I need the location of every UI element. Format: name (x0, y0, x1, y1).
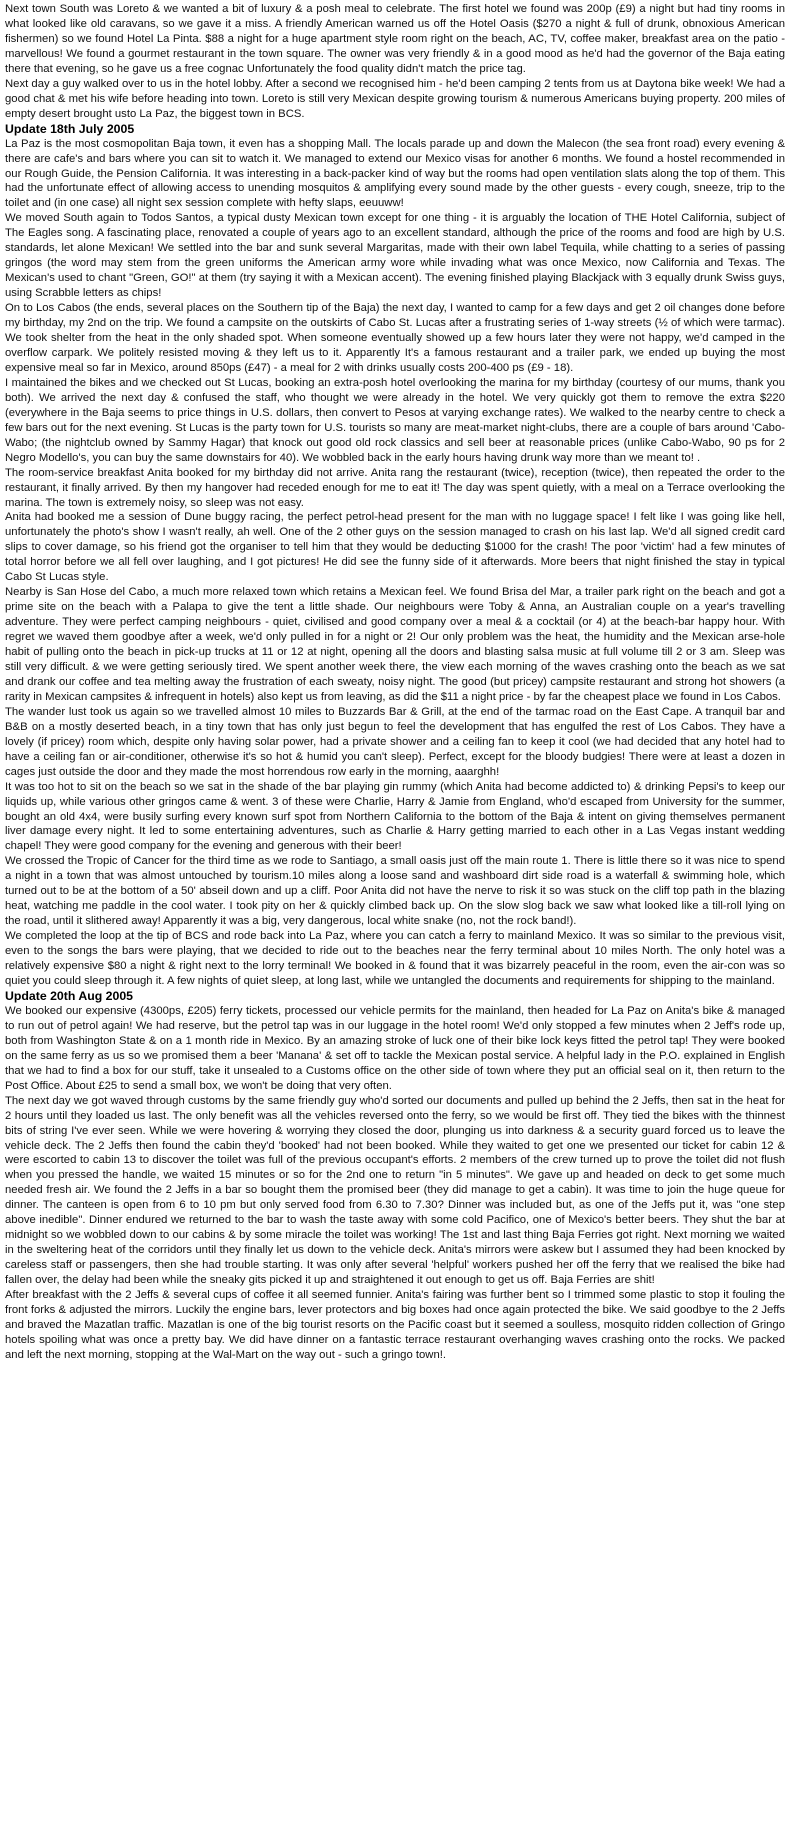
paragraph-san-hose: Nearby is San Hose del Cabo, a much more relaxed town which retains a Mexican feel. We found Brisa del Mar, a trailer park right on the beach and got a prime site on the beach with a Palapa to give the tent a little shade. Our neighbours were Toby & Anna, an Australian couple on a year's travelling adventure. They were perfect camping neighbours - quiet, civilised and good company over a meal & a cocktail (or 4) at the beach-bar happy hour. With regret we waved them goodbye after a week, we'd only pulled in for a night or 2! Our only problem was the heat, the humidity and the Mexican arse-hole habit of pulling onto the beach in pick-up trucks at 11 or 12 at night, opening all the doors and blasting salsa music at full volume till 2 or 3 am. Sleep was still very difficult. & we were getting seriously tired. We spent another week there, the view each morning of the waves crashing onto the beach as we sat and drank our coffee and tea melting away the frustration of each sweaty, noisy night. The good (but pricey) campsite restaurant and strong hot showers (a rarity in Mexican campsites & infrequent in hotels) also kept us from leaving, as did the $11 a night price - by far the cheapest place we found in Los Cabos. (5, 586, 785, 703)
paragraph-la-paz-return: We completed the loop at the tip of BCS and rode back into La Paz, where you can catch a ferry to mainland Mexico. It was so similar to the previous visit, even to the songs the bars were playing, that we decided to ride out to the beaches near the ferry terminal about 10 miles North. The only hotel was a relatively expensive $80 a night & right next to the lorry terminal! We booked in & found that it was bizarrely peaceful in the room, even the air-con was so quiet you could sleep through it. A few nights of quiet sleep, at long last, while we untangled the documents and requirements for shipping to the mainland. (5, 930, 785, 987)
paragraph-gin-rummy: It was too hot to sit on the beach so we sat in the shade of the bar playing gin rummy (which Anita had become addicted to) & drinking Pepsi's to keep our liquids up, while various other gringos came & went. 3 of these were Charlie, Harry & Jamie from England, who'd escaped from University for the summer, bought an old 4x4, were busily surfing every known surf spot from Northern California to the bottom of the Baja & intent on giving themselves permanent liver damage every night. It led to some entertaining adventures, such as Charlie & Harry getting married to each other in a Las Vegas instant wedding chapel! They were good company for the evening and generous with their beer! (5, 780, 785, 853)
paragraph-loreto-hotel: Next town South was Loreto & we wanted a bit of luxury & a posh meal to celebrate. The first hotel we found was 200p (£9) a night but had tiny rooms in what looked like old caravans, so we gave it a miss. A friendly American warned us off the Hotel Oasis ($270 a night & full of drunk, obnoxious American fishermen) so we found Hotel La Pinta. $88 a night for a huge apartment style room right on the beach, AC, TV, coffee maker, breakfast area on the patio - marvellous! We found a gourmet restaurant in the town square. The owner was very friendly & in a good mood as he'd had the governor of the Baja eating there that evening, so he gave us a free cognac Unfortunately the food quality didn't match the price tag. (5, 3, 785, 75)
paragraph-st-lucas: I maintained the bikes and we checked out St Lucas, booking an extra-posh hotel overlooking the marina for my birthday (courtesy of our mums, thank you both). We arrived the next day & confused the staff, who thought we were already in the hotel. We very quickly got them to remove the extra $220 (everywhere in the Baja seems to price things in U.S. dollars, then convert to Pesos at varying exchange rates). We walked to the nearby centre to check a few bars out for the next evening. St Lucas is the party town for U.S. tourists so many are meat-market night-clubs, there are a couple of bars around 'Cabo-Wabo; (the nightclub owned by Sammy Hagar) that knock out good old rock classics and sell beer at reasonable prices (unlike Cabo-Wabo, 90 ps for 2 Negro Modello's, you can buy the same downstairs for 40). We wobbled back in the early hours having drunk way more than we meant to! . (5, 376, 785, 464)
paragraph-la-paz: La Paz is the most cosmopolitan Baja town, it even has a shopping Mall. The locals parade up and down the Malecon (the sea front road) every evening & there are cafe's and bars where you can sit to watch it. We managed to extend our Mexico visas for another 6 months. We found a hostel recommended in our Rough Guide, the Pension California. It was interesting in a back-packer kind of way but the rooms had open ventilation slats along the top of them. This had the unfortunate effect of allowing access to unending mosquitos & amplifying every sound made by the other guests - every cough, sneeze, trip to the toilet and (in one case) all night sex session complete with hefty slaps, eeuuww! (5, 137, 785, 210)
paragraph-loreto-lobby: Next day a guy walked over to us in the hotel lobby. After a second we recognised him - he'd been camping 2 tents from us at Daytona bike week! We had a good chat & met his wife before heading into town. Loreto is still very Mexican despite growing tourism & numerous Americans buying property. 200 miles of empty desert brought usto La Paz, the biggest town in BCS. (5, 77, 785, 120)
paragraph-santiago: We crossed the Tropic of Cancer for the third time as we rode to Santiago, a small oasis just off the main route 1. There is little there so it was nice to spend a night in a town that was almost untouched by tourism.10 miles along a loose sand and washboard dirt side road is a waterfall & swimming hole, which turned out to be at the bottom of a 50' abseil down and up a cliff. Poor Anita did not have the nerve to risk it so was stuck on the cliff top path in the blazing heat, watching me paddle in the cool water. I took pity on her & quickly climbed back up. On the slow slog back we saw what looked like a till-roll lying on the road, until it slithered away! Apparently it was a big, very dangerous, local white snake (no, not the rock band!). (5, 855, 785, 928)
paragraph-los-cabos: On to Los Cabos (the ends, several places on the Southern tip of the Baja) the next day, I wanted to camp for a few days and get 2 oil changes done before my birthday, my 2nd on the trip. We found a campsite on the outskirts of Cabo St. Lucas after a frustrating series of 1-way streets (½ of which were tarmac). We took shelter from the heat in the only shaded spot. When someone eventually showed up a few hours later they were not happy, we'd camped in the overflow carpark. We politely resisted moving & they left us to it. Apparently It's a famous restaurant and a trailer park, we ended up buying the most expensive meal so far in Mexico, around 850ps (£47) - a meal for 2 with drinks usually costs 200-400 ps (£9 - 18). (5, 302, 785, 374)
paragraph-birthday-breakfast: The room-service breakfast Anita booked for my birthday did not arrive. Anita rang the restaurant (twice), reception (twice), then repeated the order to the restaurant, it finally arrived. By then my hangover had receded enough for me to eat it! The day was spent quietly, with a meal on a Terrace overlooking the marina. The town is extremely noisy, so sleep was not easy. (5, 466, 785, 509)
update-heading-18-july: Update 18th July 2005 (5, 121, 135, 136)
paragraph-dune-buggy: Anita had booked me a session of Dune buggy racing, the perfect petrol-head present for the man with no luggage space! I felt like I was going like hell, unfortunately the photo's show I wasn't really, ah well. One of the 2 other guys on the session managed to crash on his last lap. We'd all signed credit card slips to cover damage, so his friend got the organiser to tell him that they would be deducting $1000 for the crash! The poor 'victim' had a few minutes of total horror before we all fell over laughing, and I got pictures! He did see the funny side of it afterwards. More beers that night finished the stay in typical Cabo St Lucas style. (5, 511, 785, 584)
paragraph-buzzards-bar: The wander lust took us again so we travelled almost 10 miles to Buzzards Bar & Grill, at the end of the tarmac road on the East Cape. A tranquil bar and B&B on a mostly deserted beach, in a tiny town that has only just begun to feel the development that has engulfed the rest of Los Cabos. They have a lovely (if pricey) room which, despite only having solar power, had a private shower and a ceiling fan to keep it cool (we had decided that any hotel had to have a ceiling fan or air-conditioner, otherwise it's so hot & humid you can't sleep). Perfect, except for the bloody budgies! There were at least a dozen in cages just outside the door and they made the most horrendous row early in the morning, aaarghh! (5, 705, 785, 778)
paragraph-mazatlan: After breakfast with the 2 Jeffs & several cups of coffee it all seemed funnier. Anita's fairing was further bent so I trimmed some plastic to stop it fouling the front forks & adjusted the mirrors. Luckily the engine bars, lever protectors and big boxes had once again protected the bike. We said goodbye to the 2 Jeffs and braved the Mazatlan traffic. Mazatlan is one of the big tourist resorts on the Pacific coast but it seemed a soulless, mosquito ridden collection of Gringo hotels spoiling what was once a pretty bay. We did have dinner on a fantastic terrace restaurant overhanging waves crashing onto the rocks. We packed and left the next morning, stopping at the Wal-Mart on the way out - such a gringo town!. (5, 1289, 785, 1361)
update-heading-20-aug: Update 20th Aug 2005 (5, 988, 134, 1003)
paragraph-ferry-crossing: The next day we got waved through customs by the same friendly guy who'd sorted our documents and pulled up behind the 2 Jeffs, then sat in the heat for 2 hours until they loaded us last. The only benefit was all the vehicles reversed onto the ferry, so we would be first off. They tied the bikes with the thinnest bits of string I've ever seen. While we were hovering & worrying they closed the door, plunging us into darkness & a security guard forced us to leave the vehicle deck. The 2 Jeffs then found the cabin they'd 'booked' had not been booked. While they waited to get one we presented our ticket for cabin 12 & were escorted to cabin 13 to discover the toilet was full of the previous occupant's efforts. 2 members of the crew turned up to prove the toilet did not flush when you pressed the handle, we waited 15 minutes or so for the 2nd one to return "in 5 minutes". We gave up and headed on deck to get some much needed fresh air. We found the 2 Jeffs in a bar so bought them the promised beer (they did manage to get a cabin). It was time to join the huge queue for dinner. The canteen is open from 6 to 10 pm but only served food from 6.30 to 7.30? Dinner was included but, as one of the Jeffs put it, was "one step above inedible". Dinner endured we returned to the bar to wash the taste away with some cold Pacifico, one of Mexico's better beers. They shut the bar at midnight so we wobbled down to our cabins & by some miracle the toilet was working! The 1st and last thing Baja Ferries got right. Next morning we waited in the sweltering heat of the corridors until they finally let us down to the vehicle deck. Anita's mirrors were askew but I assumed they had been knocked by careless staff or passengers, then she had trouble starting. It was only after several 'helpful' workers pushed her off the ferry that we realised the bike had fallen over, the delay had been while the sneaky gits picked it up and straightened it out enough to get us off. Baja Ferries are shit! (5, 1094, 785, 1287)
paragraph-ferry-tickets: We booked our expensive (4300ps, £205) ferry tickets, processed our vehicle permits for the mainland, then headed for La Paz on Anita's bike & managed to run out of petrol again! We had reserve, but the petrol tap was in our luggage in the hotel room! We'd only stopped a few minutes when 2 Jeff's rode up, both from Washington State & on a 1 month ride in Mexico. By an amazing stroke of luck one of their bike lock keys fitted the petrol tap! They were booked on the same ferry as us so we promised them a beer 'Manana' & set off to tackle the Mexican postal service. A helpful lady in the P.O. explained in English that we had to find a box for our stuff, take it unsealed to a Customs office on the other side of town where they put an official seal on it, then return to the Post Office. About £25 to send a small box, we won't be doing that very often. (5, 1004, 785, 1092)
paragraph-todos-santos: We moved South again to Todos Santos, a typical dusty Mexican town except for one thing - it is arguably the location of THE Hotel California, subject of The Eagles song. A fascinating place, renovated a couple of years ago to an excellent standard, although the price of the rooms and food are high by U.S. standards, let alone Mexican! We settled into the bar and sunk several Margaritas, made with their own label Tequila, while chatting to a series of passing gringos (the word may stem from the green uniforms the American army wore while invading what was once Mexico, now California and Texas. The Mexican's used to chant "Green, GO!" at them (try saying it with a Mexican accent). The evening finished playing Blackjack with 3 equally drunk Swiss guys, using Scrabble letters as chips! (5, 212, 785, 300)
